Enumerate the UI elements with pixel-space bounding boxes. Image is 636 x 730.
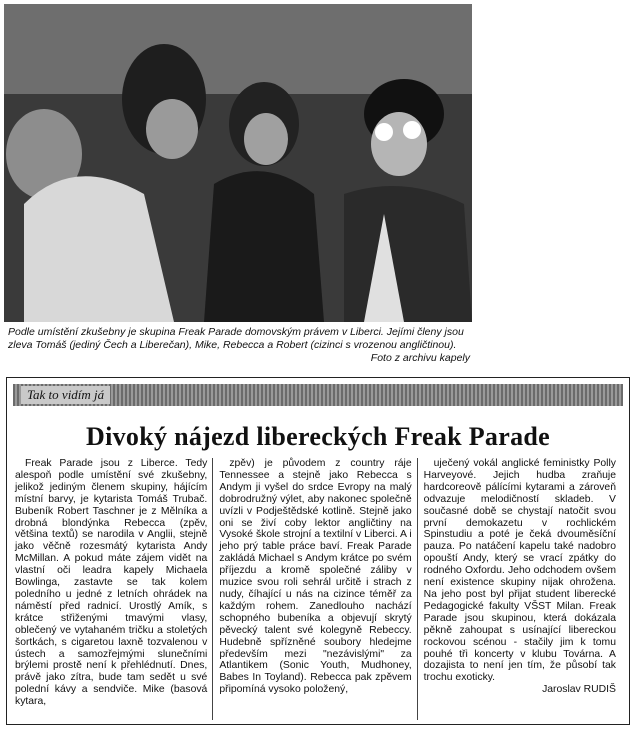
author-signature: Jaroslav RUDIŠ [542,684,616,696]
caption-text: Podle umístění zkušebny je skupina Freak Parade domovským právem v Liberci. Jejími členy jsou zleva Tomáš (jediný Čech a Liberečan), Mike, Rebecca a Robert (cizinci s vrozenou angličtinou). [8,326,464,351]
rubric-bar [13,384,623,406]
rubric-label: Tak to vidím já [21,386,110,404]
headline: Divoký nájezd libereckých Freak Parade [86,422,550,451]
column-1 [15,458,213,720]
article [6,377,630,725]
article-columns [15,458,621,720]
column-3 [424,458,621,720]
column-text: zpěv) je původem z country ráje Tennessee a stejně jako Rebecca s Andym ji vyšel do srdce Evropy na malý dobrodružný výlet, aby nakonec společně uvízli v Podještědské kotlině. Stejně jako oni se živí coby lektor angličtiny na Vysoké škole strojní a textilní v Liberci. A i jeho prý table práce baví. Freak Parade zakládá Michael s Andym krátce po svém příjezdu a kromě společné záliby v muzice svou roli sehrál určitě i strach z nudy, číhající u nás na cizince téměř za každým rohem. Zanedlouho nachází schopného bubeníka a objevují skrytý pěvecký talent své kolegyně Rebeccy. Hudebně spřízněné soubory hledejme především mezi "nezávislými" za Atlantikem (Sonic Youth, Mudhoney, Babes In Toyland). Rebecca pak zpěvem připomíná vysoko položený, [219,458,412,696]
band-photo [4,4,472,322]
photo-caption [8,326,470,365]
column-text: Freak Parade jsou z Liberce. Tedy alespoň podle umístění své zkušebny, jelikož jediným členem skupiny, hájícím místní barvy, je kytarista Tomáš Trubač. Bubeník Robert Taschner je z Mělníka a drobná blondýnka Rebecca (zpěv, většina textů) se narodila v Anglii, stejně jako věčně rozesmátý kytarista Andy McMillan. A pokud máte zájem vidět na vlastní oči leadra kapely Michaela Bowlinga, zastavte se tak kolem poledního u jedné z letních ohrádek na náměstí před radnicí. Urostlý Amík, s krátce střiženými tmavými vlasy, oblečený ve vytahaném tričku a stoletých šortkách, s cigaretou laxně tozvalenou v ústech a samozřejmými slunečními brýlemi prostě není k přehlédnutí. Dnes, právě jako zítra, bude tam sedět u své polední kávy a sendviče. Mike (basová kytara, [15,458,208,708]
photo-credit: Foto z archivu kapely [370,352,470,364]
column-2 [219,458,417,720]
column-text: uječený vokál anglické feministky Polly Harveyové. Jejich hudba zraňuje hardcoreově pálícími kytarami a zároveň odvazuje melodičností skladeb. V současné době se chystají natočit svou první demokazetu v rochlickém Spinstudiu a poté je čeká dvouměsíční pauza. Po natáčení kapelu také nadobro opouští Andy, který se vrací zpátky do rodného Oxfordu. Jeho odchodem ovšem není existence skupiny nijak ohrožena. Na jeho post byl přijat student liberecké Pedagogické fakulty VŠST Milan. Freak Parade jsou skupinou, která dokázala pěkně zahoupat s usínající libereckou rockovou scénou - stačily jim k tomu pouhé tři koncerty v klubu Továrna. A dozajista to není jen tím, že působí tak trochu exoticky. [423,458,616,684]
